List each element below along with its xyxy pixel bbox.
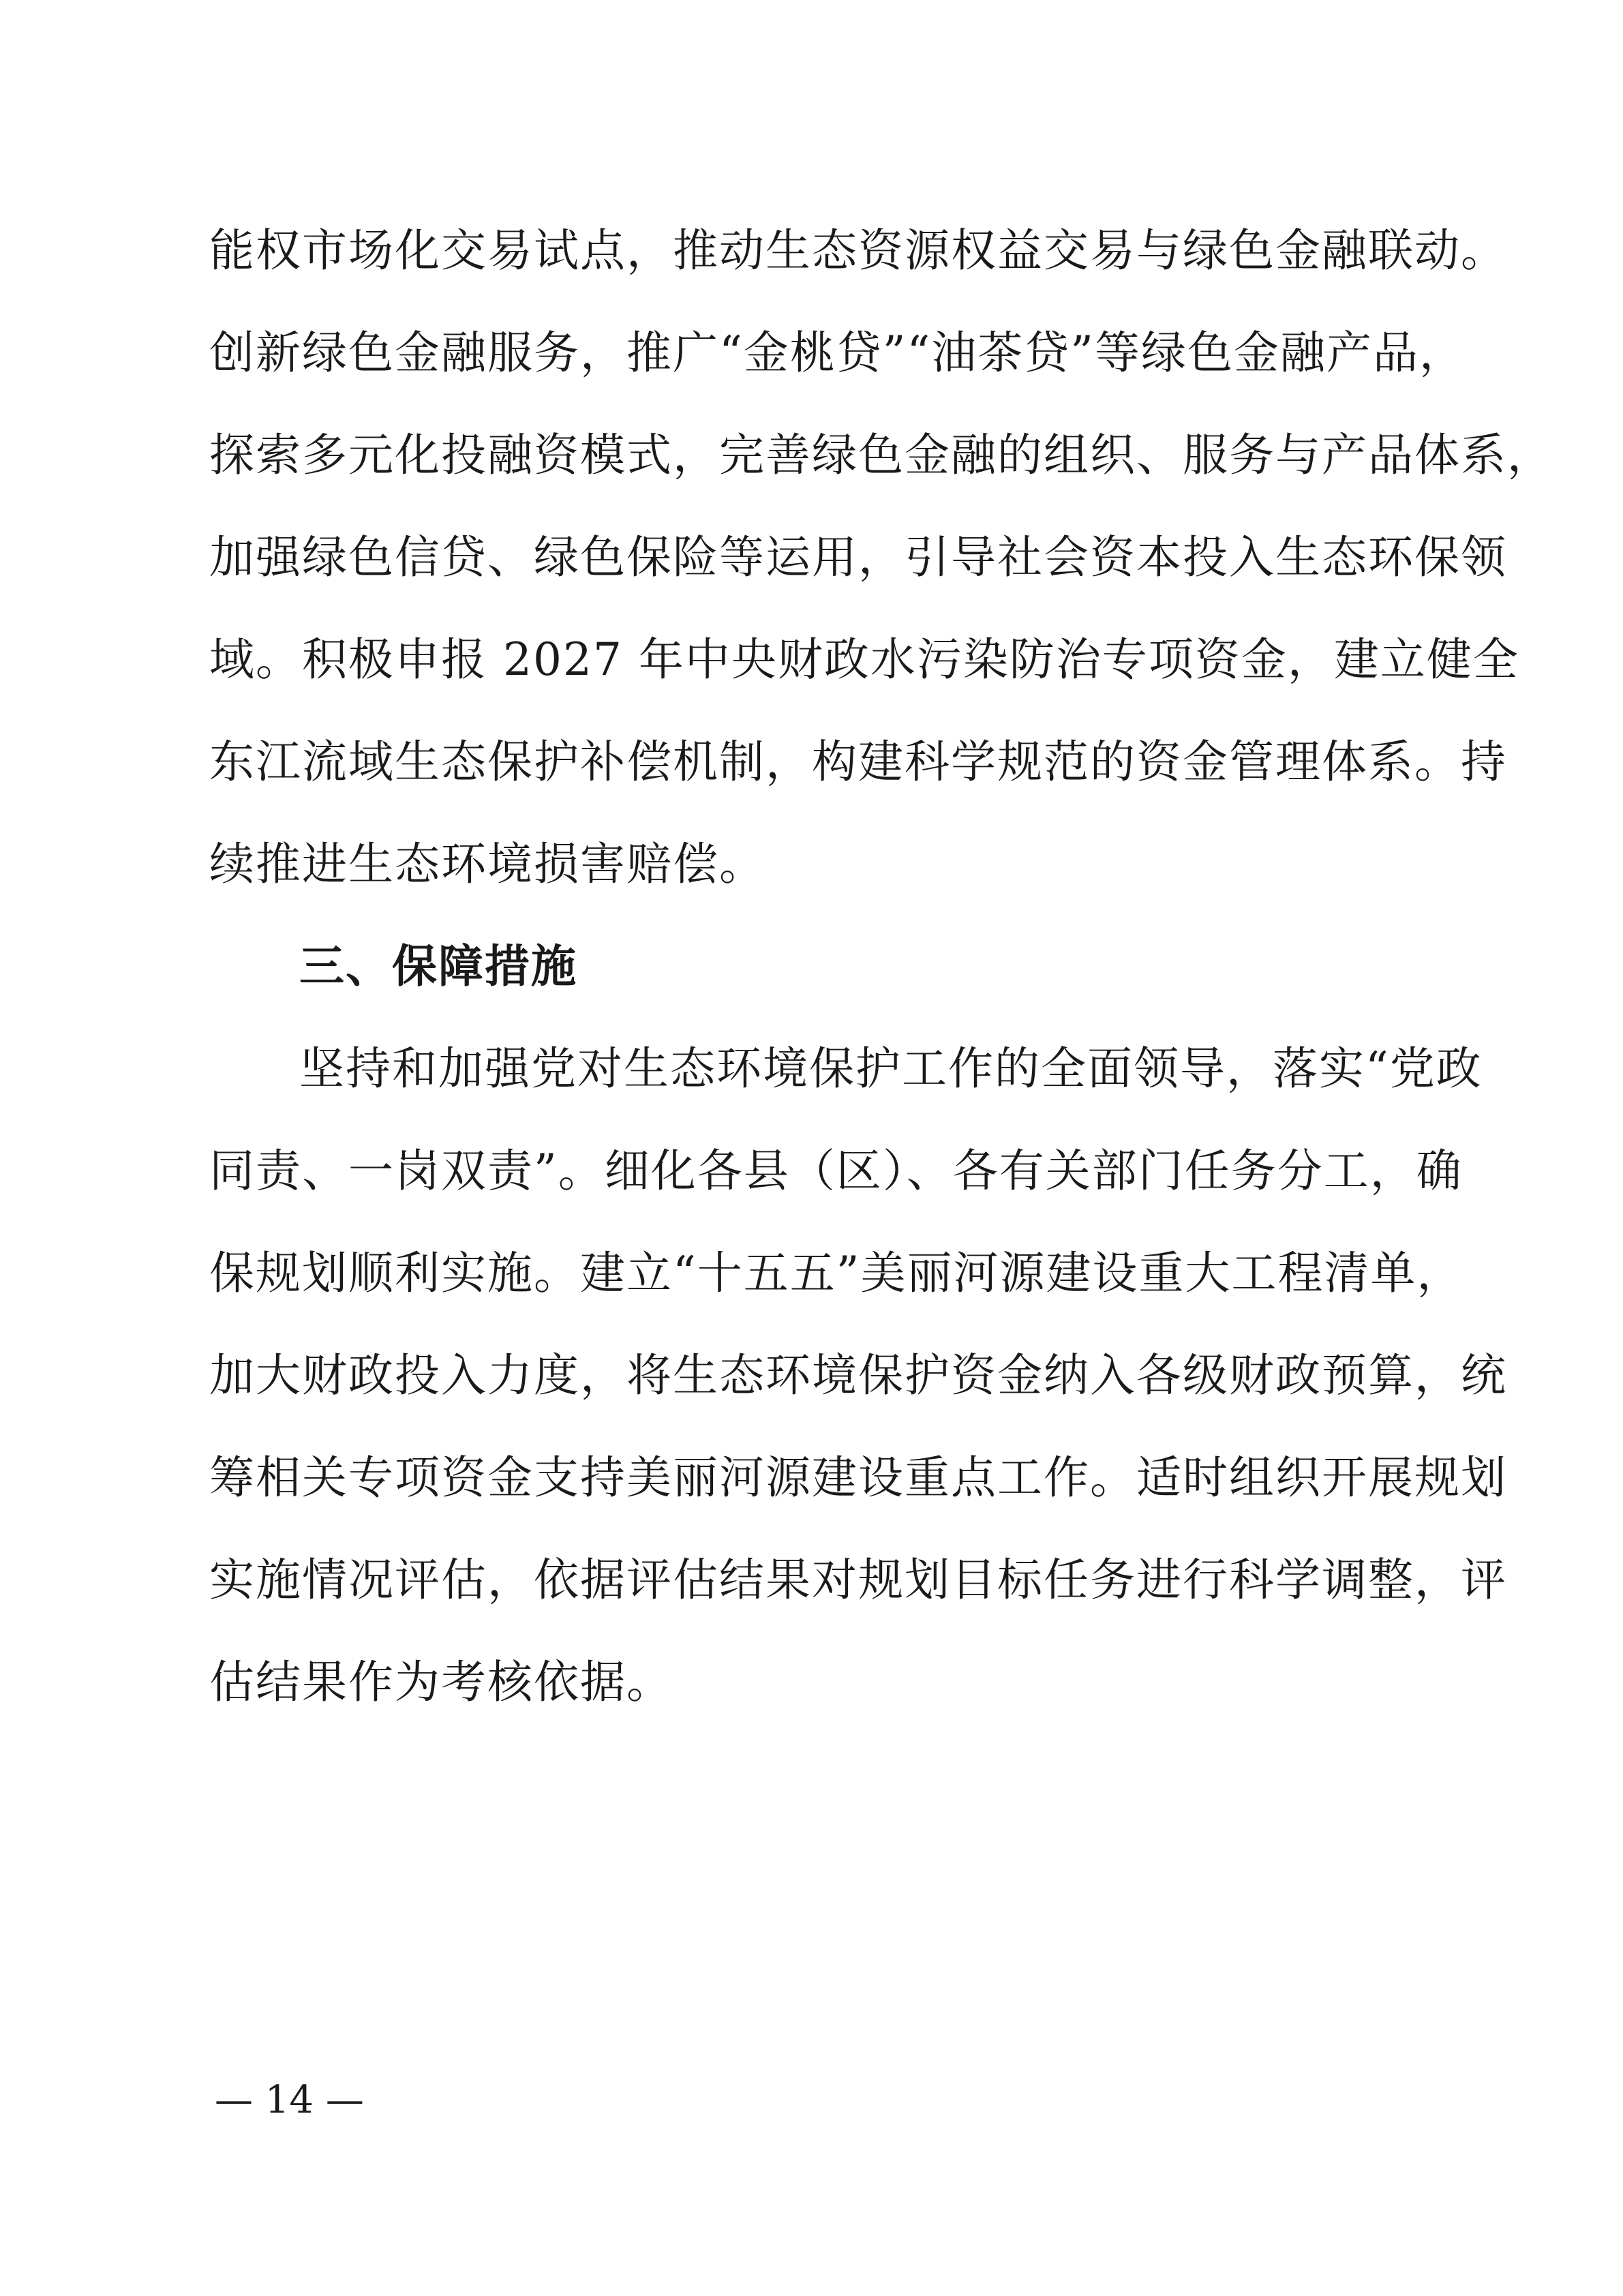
page-number: — 14 — (215, 2078, 364, 2122)
paragraph-line: 能权市场化交易试点，推动生态资源权益交易与绿色金融联动。 (209, 224, 1507, 277)
paragraph-line: 筹相关专项资金支持美丽河源建设重点工作。适时组织开展规划 (209, 1451, 1507, 1504)
paragraph-line: 加大财政投入力度，将生态环境保护资金纳入各级财政预算，统 (209, 1349, 1507, 1402)
paragraph-line: 坚持和加强党对生态环境保护工作的全面领导，落实“党政 (299, 1042, 1483, 1095)
paragraph-line: 同责、一岗双责”。细化各县（区）、各有关部门任务分工，确 (209, 1145, 1463, 1197)
paragraph-line: 创新绿色金融服务，推广“金桃贷”“油茶贷”等绿色金融产品， (209, 327, 1466, 379)
paragraph-line: 续推进生态环境损害赔偿。 (209, 838, 765, 890)
paragraph-line: 域。积极申报 2027 年中央财政水污染防治专项资金，建立健全 (209, 633, 1519, 686)
paragraph-line: 东江流域生态保护补偿机制，构建科学规范的资金管理体系。持 (209, 736, 1507, 788)
paragraph-line: 保规划顺利实施。建立“十五五”美丽河源建设重大工程清单， (209, 1247, 1463, 1299)
paragraph-line: 探索多元化投融资模式，完善绿色金融的组织、服务与产品体系， (209, 429, 1553, 481)
paragraph-line: 估结果作为考核依据。 (209, 1656, 673, 1708)
document-body (209, 200, 1553, 1734)
paragraph-line: 实施情况评估，依据评估结果对规划目标任务进行科学调整，评 (209, 1554, 1507, 1606)
section-heading: 三、保障措施 (299, 940, 577, 993)
paragraph-line: 加强绿色信贷、绿色保险等运用，引导社会资本投入生态环保领 (209, 531, 1507, 584)
